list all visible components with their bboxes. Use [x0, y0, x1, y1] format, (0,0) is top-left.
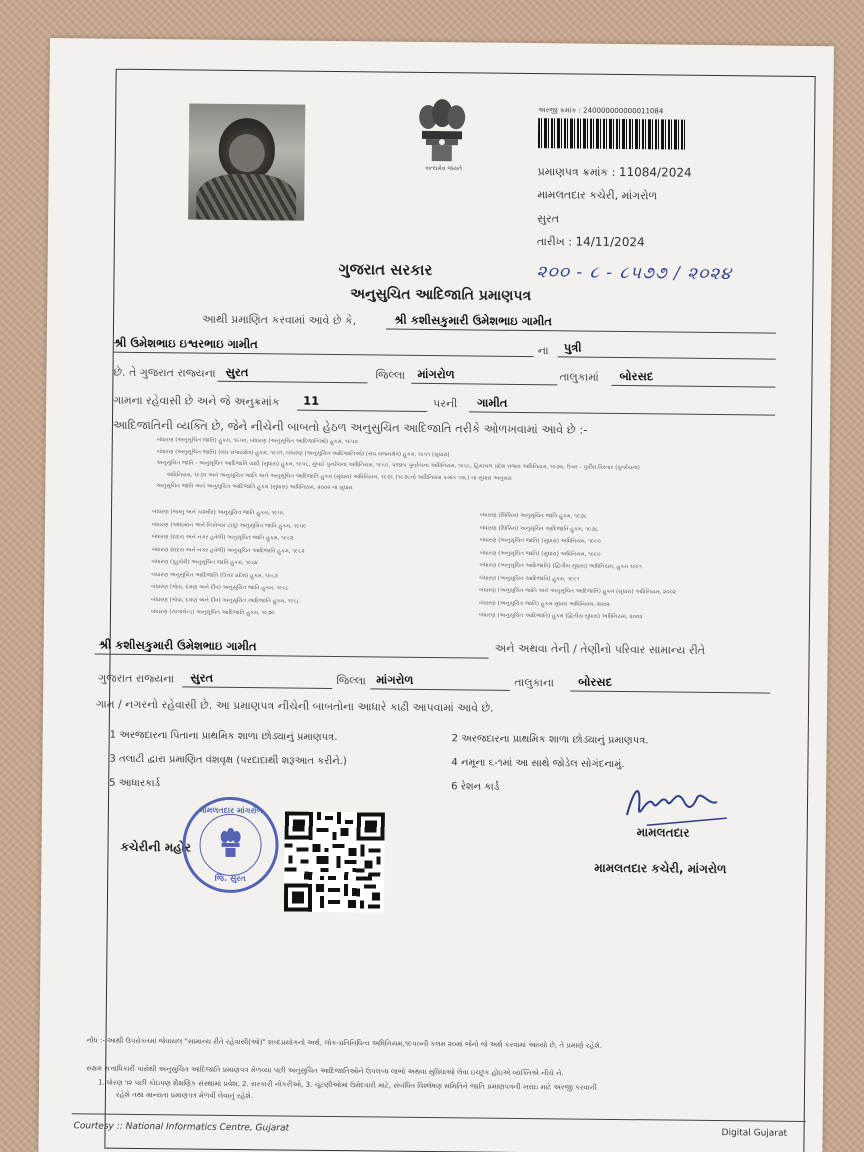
doc-1: 1 અરજદારના પિતાના પ્રાથમિક શાળા છોડ્યાનું પ્રમાણપત્ર.: [109, 729, 338, 744]
applicant-name-2: શ્રી કશીસકુમારી ઉમેશભાઇ ગામીત: [98, 637, 257, 654]
handwritten-number: ૨૦૦ - ૮ - ૮૫૭૭ / ૨૦૨૪: [536, 262, 732, 285]
doc-6: 6 રેશન કાર્ડ: [451, 781, 500, 793]
certificate-frame: [73, 69, 815, 1152]
courtesy-text: Courtesy :: National Informatics Centre, Gujarat: [73, 1121, 290, 1134]
tribe-text: આદિજાતિની વ્યક્તિ છે, જેને નીચેની બાબતો હેઠળ અનુસુચિત આદિજાતિ તરીકે ઓળખવામાં આવે છે :-: [112, 417, 588, 437]
tribe-value: ગામીત: [477, 395, 508, 410]
na-text: ના: [537, 344, 549, 358]
issue-date: તારીખ : 14/11/2024: [536, 234, 645, 250]
signatory-office: મામલતદાર કચેરી, માંગરોળ: [594, 860, 727, 877]
barcode-caption: અરજી ક્રમાંક : 240000000000011084: [538, 106, 664, 116]
father-name: શ્રી ઉમેશભાઇ ઇશ્વરભાઇ ગામીત: [113, 335, 258, 352]
office-seal: મામલતદાર માંગરોળ જિ. સુરત: [182, 796, 279, 893]
note-4: રહેશે તથા માન્યતા પ્રમાણપત્ર મેળવી લેવાનું રહેશે.: [115, 1090, 254, 1101]
seal-emblem-icon: [218, 828, 242, 860]
legal-right: બંધારણ (સિક્કિમ) અનુસૂચિત જાતિ હુકમ, ૧૯૭૮ બંધારણ (સિક્કિમ) અનુસૂચિત આદિજાતિ હુકમ, ૧૯૭૮ બંધારણ (અનુસૂચિત જાતિ) (સુધારા) અધિનિયમ, ૧૯૯૦ બંધારણ (અનુસૂચિત જાતિ) (સુધારા) અધિનિયમ, ૧૯૯૦ બંધારણ (અનુસૂચિત આદિજાતિ) (દ્વિતીય સુધારા) અધિનિયમ, હુકમ ૧૯૯૧ બંધારણ (અનુસૂચિત આદિજાતિ) હુકમ, ૧૯૯૧ બંધારણ (અનુસૂચિત જાતિ અને અનુસૂચિત આદિજાતિ) હુકમ (સુધારા) અધિનિયમ, ૨૦૦૨ બંધારણ (અનુસૂચિત જાતિ) હુકમ સુધારા અધિનિયમ, ૨૦૦૨ બંધારણ (અનુસૂચિત આદિજાતિ) હુકમ (દ્વિતીય સુધારા) અધિનિયમ, ૨૦૦૨: [478, 512, 677, 621]
doc-5: 5 આધારકાર્ડ: [109, 777, 161, 790]
taluka-suffix: તાલુકામાં: [559, 370, 599, 384]
state-prefix: છે. તે ગુજરાત રાજ્યના: [113, 365, 216, 380]
doc-2: 2 અરજદારના પ્રાથમિક શાળા છોડ્યાનું પ્રમાણપત્ર.: [451, 733, 649, 747]
city-value: સુરત: [225, 364, 249, 380]
doc-4: 4 નમૂના ૬-૧માં આ સાથે જોડેલ સોગંદનામું.: [451, 757, 625, 771]
doc-3: 3 તલાટી દ્વારા પ્રમાણિત વંશવૃક્ષ (પરદાદાથી શરૂઆત કરીને.): [109, 753, 347, 768]
govt-title: ગુજરાત સરકાર: [338, 260, 433, 280]
barcode: [538, 118, 686, 150]
issuing-city: સુરત: [537, 212, 560, 226]
village-text: ગામ / નગરનો રહેવાસી છે. આ પ્રમાણપત્ર નીચેની બાબતોના આધારે કાઢી આપવામાં આવે છે.: [95, 697, 494, 715]
certificate-paper: [38, 38, 834, 1152]
note-1: નોંધ :- આથી ઉપરોક્તમાં જેવાયલ "સામાન્ય રીતે રહેવાસી(ઓ)" શબ્દપ્રયોગનો અર્થ, લોક-પ્રતિનિધિત્વ અધિનિયમ,૧૯૫૦ની કલમ ૨૦માં જેનો જે અર્થ કરવામાં આવ્યો છે, તે પ્રમાણે રહેશે.: [86, 1036, 603, 1050]
issuing-office: મામલતદાર કચેરી, માંગરોળ: [537, 188, 658, 203]
family-text: અને અથવા તેની / તેણીનો પરિવાર સામાન્ય રીતે: [494, 641, 706, 657]
emblem-caption: સત્યમેવ જયતે: [425, 164, 463, 173]
par-label: પરની: [433, 397, 458, 411]
certificate-title: અનુસુચિત આદિજાતિ પ્રમાણપત્ર: [350, 286, 532, 305]
legal-lines: બંધારણ (અનુસૂચિત જાતિ) હુકમ, ૧૯૫૦, બંધારણ (અનુસૂચિત આદિજાતિઓ) હુકમ, ૧૯૫૦ બંધારણ (અનુસૂચિત જાતિ) (સંઘ રાજ્યક્ષેત્ર) હુકમ, ૧૯૫૧, બંધારણ (અનુસૂચિત આદિજાતિઓ) (સંઘ રાજ્યક્ષેત્ર) હુકમ, ૧૯૫૧ (સુધારા) અનુસૂચિત જાતિ - અનુસૂચિત આદિજાતિ યાદી (સુધારા) હુકમ, ૧૯૫૬, મુંબઈ પુનર્રચના અધિનિયમ, ૧૯૬૦, પંજાબ પુનર્રચના અધિનિયમ, ૧૯૬૬, હિમાચલ પ્રદેશ રાજ્ય અધિનિયમ, ૧૯૭૦, ઉત્તર - પૂર્વીય વિસ્તાર (પુનર્રચના) અધિનિયમ, ૧૯૭૧ અને અનુસૂચિત જાતિ અને અનુસૂચિત આદિજાતિ હુકમ (સુધારા) અધિનિયમ, ૧૯૭૬ (૧૯૭૬નો અધિનિયમ ક્રમાંક ૧૦૮) ના સુધારા અનુસાર અનુસૂચિત જાતિ અને અનુસૂચિત આદિજાતિ હુકમ (સુધારા) અધિનિયમ, ૨૦૦૨ ના સુધારા: [156, 437, 640, 492]
relation: પુત્રી: [563, 340, 582, 355]
note-2: સક્ષમ સત્તાધિકારી પાસેથી અનુસુચિત આદિજાતિ પ્રમાણપત્ર મેળવ્યા પછી અનુસુચિત આદિજાતિઓને ઉપલબ્ધ લાભો અથવા સુવિધાઓ લેવા ઇચ્છુક હોઇએ વ્યક્તિએ નીચે ને.: [86, 1064, 564, 1078]
legal-left: બંધારણ (જમ્મુ અને કાશ્મીર) અનુસૂચિત જાતિ હુકમ, ૧૯૫૬ બંધારણ (આંદામાન અને નિકોબાર ટાપુ) અનુસૂચિત જાતિ હુકમ, ૧૯૫૯ બંધારણ (દાદરા અને નગર હવેલી) અનુસૂચિત જાતિ હુકમ, ૧૯૬૨ બંધારણ (દાદરા અને નગર હવેલી) અનુસૂચિત આદિજાતિ હુકમ, ૧૯૬૨ બંધારણ (પુડુચેરી) અનુસૂચિત જાતિ હુકમ, ૧૯૬૪ બંધારણ અનુસૂચિત આદિજાતિ (ઉત્તર પ્રદેશ) હુકમ, ૧૯૬૭ બંધારણ (ગોવા, દમણ અને દીવ) અનુસૂચિત જાતિ હુકમ, ૧૯૬૮ બંધારણ (ગોવા, દમણ અને દીવ) અનુસૂચિત આદિજાતિ હુકમ, ૧૯૬૮ બંધારણ (નાગાલેન્ડ) અનુસૂચિત આદિજાતિ હુકમ, ૧૯૭૦: [150, 509, 307, 617]
applicant-photo: [188, 103, 305, 220]
digital-gujarat-text: Digital Gujarat: [721, 1128, 788, 1139]
district-label: જિલ્લા: [375, 368, 406, 382]
resident-prefix: ગામના રહેવાસી છે અને જે અનુક્રમાંક: [113, 393, 280, 409]
qr-code: [284, 812, 385, 913]
district-value-2: માંગરોળ: [376, 672, 414, 687]
note-3: 1. ધોરણ ૧૨ પછી કોઇપણ શૈક્ષણિક સંસ્થામાં પ્રવેશ, 2. સરકારી નોકરીઓ, 3. ચૂંટણીઓમાં ઉમેદવારી માટે, સંબંધિત વિશ્લેષણ સમિતિને જાતિ પ્રમાણપત્રની ખરાઇ માટે અરજી કરવાની: [98, 1078, 597, 1092]
national-emblem-icon: [414, 95, 471, 176]
cert-no: પ્રમાણપત્ર ક્રમાંક : 11084/2024: [537, 164, 692, 180]
taluka-value: બોરસદ: [619, 368, 654, 384]
district-value: માંગરોળ: [417, 366, 455, 382]
applicant-name: શ્રી કશીસકુમારી ઉમેશભાઇ ગામીત: [393, 312, 553, 329]
taluka-value-2: બોરસદ: [578, 674, 613, 689]
district2-label: જિલ્લા: [336, 674, 366, 688]
city-value-2: સુરત: [190, 670, 214, 685]
seal-label: કચેરીની મહોર: [120, 839, 192, 855]
taluka2-label: તાલુકાના: [514, 675, 554, 690]
state2-label: ગુજરાત રાજ્યના: [98, 671, 175, 686]
serial-value: 11: [303, 393, 320, 408]
signatory-title: મામલતદાર: [636, 825, 690, 840]
intro-text: આથી પ્રમાણિત કરવામાં આવે છે કે,: [201, 312, 357, 328]
